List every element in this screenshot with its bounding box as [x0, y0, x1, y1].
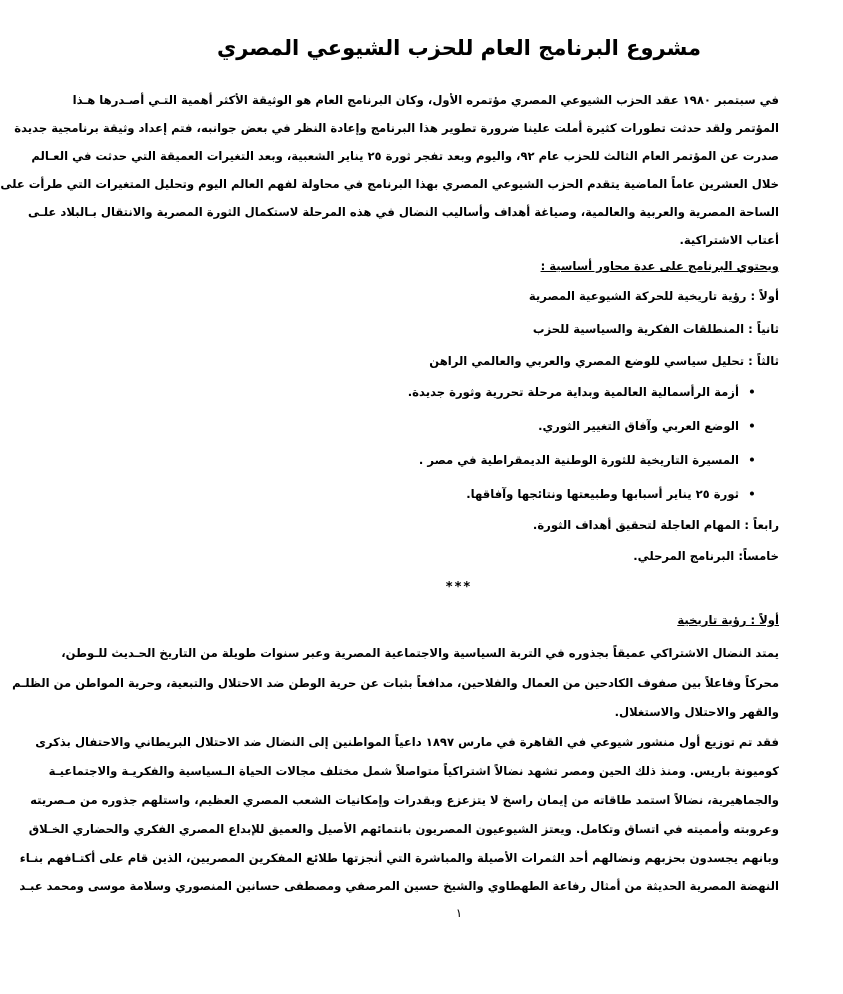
intro-line: صدرت عن المؤتمر العام الثالث للحزب عام ٩٢، واليوم وبعد تفجر ثورة ٢٥ يناير الشعبية، وبعد التغيرات العميقة التي حدثت في العـالم — [31, 149, 779, 163]
document-title: مشروع البرنامج العام للحزب الشيوعي المصري — [217, 36, 701, 60]
axis-item: رابعاً : المهام العاجلة لتحقيق أهداف الثورة. — [532, 518, 779, 532]
axis-item: خامساً: البرنامج المرحلي. — [633, 549, 779, 563]
bullet-text: ثورة ٢٥ يناير أسبابها وطبيعتها ونتائجها وآفاقها. — [466, 487, 739, 501]
paragraph-line: وعروبته وأمميته في اتساق وتكامل. ويعتز الشيوعيون المصريون بانتمائهم الأصيل والعميق للإبداع المصري الفكري والحضاري الخـلاق — [28, 822, 779, 836]
bullet-item — [121, 417, 761, 435]
paragraph-line: النهضة المصرية الحديثة من أمثال رفاعة الطهطاوي والشيخ حسين المرصفي ومصطفى حسانين المنصوري وسلامة موسى ومحمد عبـد — [19, 879, 779, 893]
bullet-text: المسيرة التاريخية للثورة الوطنية الديمقراطية في مصر . — [418, 453, 739, 467]
bullet-text: الوضع العربي وآفاق التغيير الثوري. — [538, 419, 739, 433]
paragraph-line: كوميونة باريس. ومنذ ذلك الحين ومصر تشهد نضالاً اشتراكياً متواصلاً شمل مختلف مجالات الحياة الـسياسية والفكريـة والاجتماعيـة — [48, 764, 779, 778]
section-separator: *** — [445, 580, 473, 595]
bullet-icon: • — [748, 453, 756, 467]
bullet-icon: • — [748, 385, 756, 399]
paragraph-line: فقد تم توزيع أول منشور شيوعي في القاهرة في مارس ١٨٩٧ داعياً المواطنين إلى النضال ضد الاحتلال البريطاني والاحتفال بذكرى — [35, 735, 779, 749]
bullet-text: أزمة الرأسمالية العالمية وبداية مرحلة تحررية وثورة جديدة. — [407, 385, 739, 399]
axes-heading-text: ويحتوي البرنامج على عدة محاور أساسية : — [540, 259, 779, 273]
paragraph-line: والجماهيرية، نضالاً استمد طاقاته من إيمان راسخ لا يتزعزع وبقدرات وإمكانيات الشعب المصري العظيم، واستلهم جذوره من مـصريته — [30, 793, 779, 807]
intro-line: الساحة المصرية والعربية والعالمية، وصياغة أهداف وأساليب النضال في هذه المرحلة لاستكمال الثورة المصرية والانتقال بـالبلاد علـى — [28, 205, 779, 219]
paragraph-line: يمتد النضال الاشتراكي عميقاً بجذوره في التربة السياسية والاجتماعية المصرية وعبر سنوات طويلة من التاريخ الحـديث للـوطن، — [61, 646, 779, 660]
axis-item: ثانياً : المنطلقات الفكرية والسياسية للحزب — [532, 322, 779, 336]
bullet-item — [121, 451, 761, 469]
section-heading-text: أولاً : رؤية تاريخية — [677, 613, 779, 627]
intro-line: أعتاب الاشتراكية. — [679, 233, 779, 247]
section-heading — [139, 611, 779, 629]
page-number: ١ — [455, 906, 463, 920]
bullet-item — [121, 383, 761, 401]
bullet-item — [121, 485, 761, 503]
intro-line: المؤتمر ولقد حدثت تطورات كثيرة أملت علينا ضرورة تطوير هذا البرنامج وإعادة النظر في بعض جوانبه، فتم إعداد وثيقة برنامجية جديدة — [14, 121, 779, 135]
paragraph-line: محركاً وفاعلاً بين صفوف الكادحين من العمال والفلاحين، مدافعاً بثبات عن حرية الوطن ضد الاحتلال والتبعية، وحرية المواطن من الظلـم — [12, 676, 779, 690]
axis-item: ثالثاً : تحليل سياسي للوضع المصري والعربي والعالمي الراهن — [429, 354, 779, 368]
axes-heading — [139, 257, 779, 275]
axis-item: أولاً : رؤية تاريخية للحركة الشيوعية المصرية — [528, 289, 779, 303]
intro-line: في سبتمبر ١٩٨٠ عقد الحزب الشيوعي المصري مؤتمره الأول، وكان البرنامج العام هو الوثيقة الأكثر أهمية التـي أصـدرها هـذا — [72, 93, 779, 107]
bullet-icon: • — [748, 487, 756, 501]
paragraph-line: والقهر والاحتلال والاستغلال. — [614, 705, 779, 719]
bullet-icon: • — [748, 419, 756, 433]
intro-line: خلال العشرين عاماً الماضية يتقدم الحزب الشيوعي المصري بهذا البرنامج في محاولة لفهم العالم اليوم وتحليل المتغيرات التي طرأت على — [0, 177, 779, 191]
paragraph-line: وبانهم يجسدون بحزبهم ونضالهم أحد الثمرات الأصيلة والمباشرة التي أنجزتها طلائع المفكرين المصريين، الذين قام على أكتـافهم بنـاء — [19, 851, 779, 865]
